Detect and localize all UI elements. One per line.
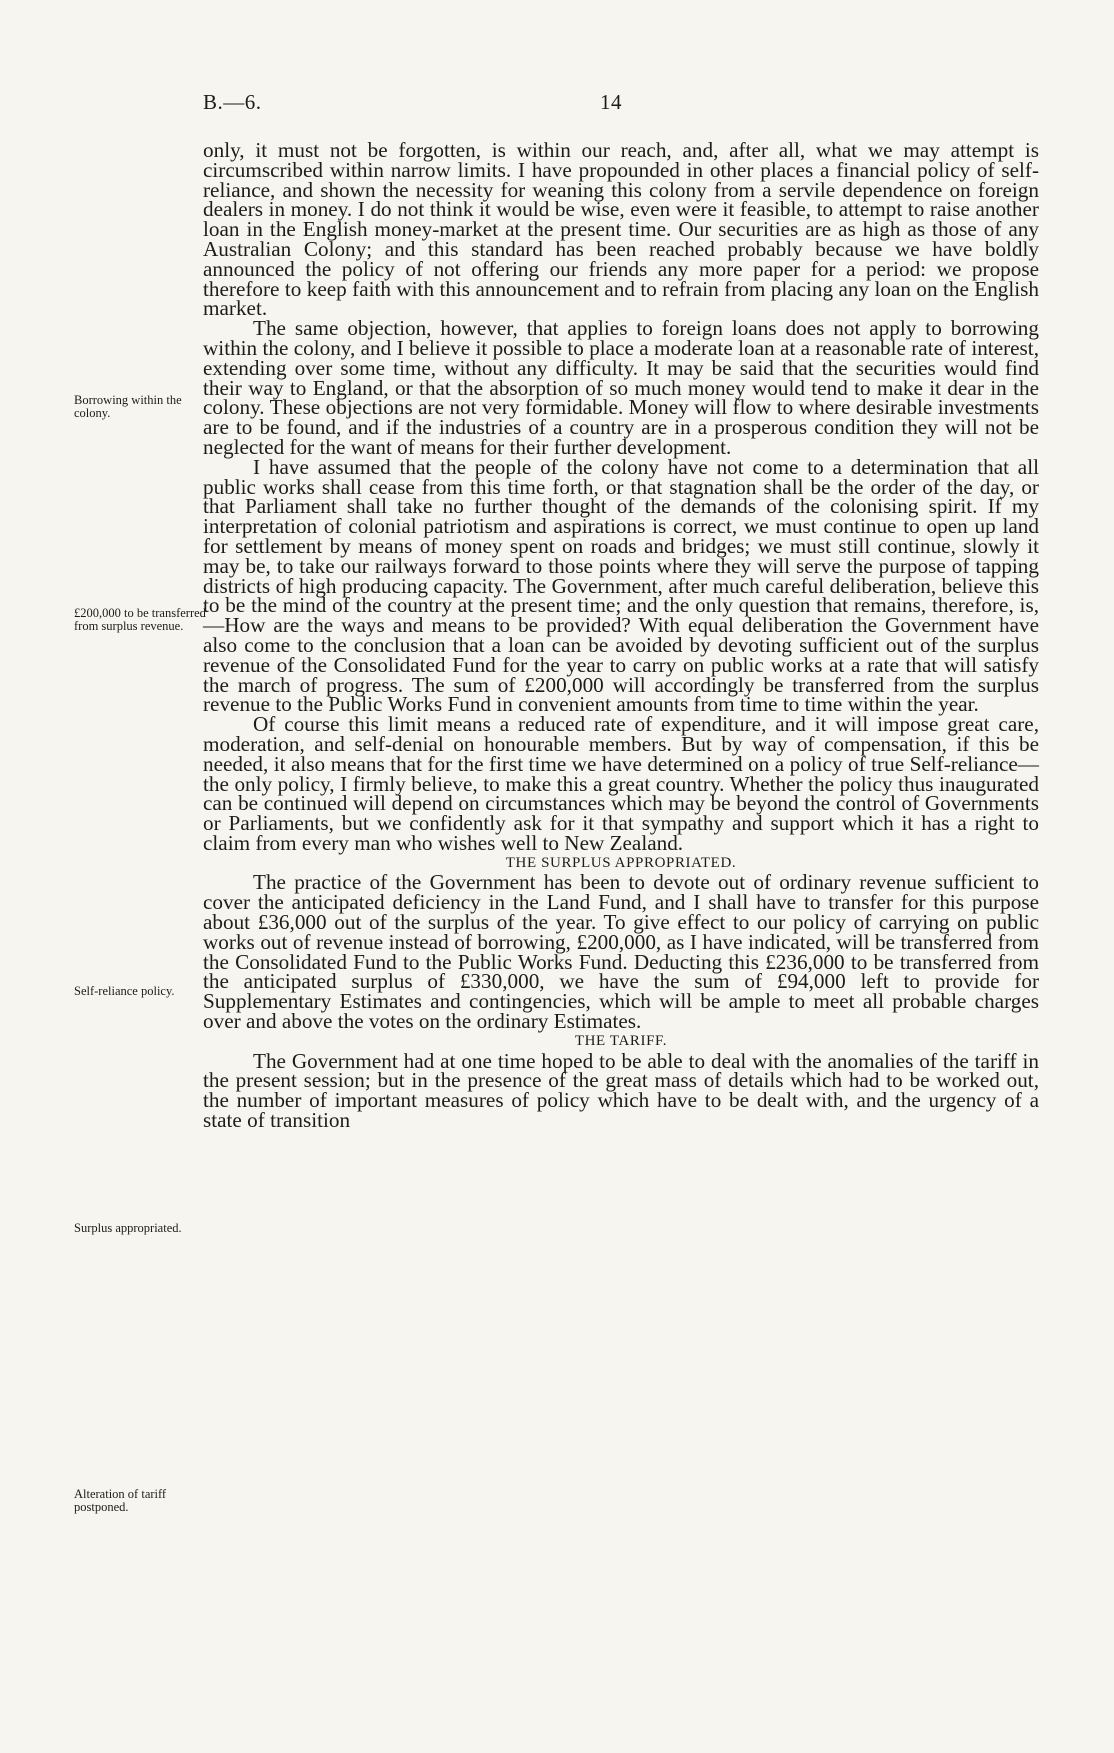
margin-note-borrowing: Borrowing within the colony. [74, 393, 182, 420]
body-text [203, 138, 1039, 1133]
paragraph: The same objection, however, that applies to foreign loans does not apply to borrowing within the colony, and I believe it possible to place a moderate loan at a reasonable rate of interest, extending over some time, without any difficulty. It may be said that the securities would find their way to England, or that the absorption of so much money would tend to make it dear in the colony. These objections are not very formidable. Money will flow to where desirable investments are to be found, and if the industries of a country are in a prosperous condition they will not be neglected for the want of means for their further development. [203, 316, 1039, 459]
margin-note-surplus: Surplus appropriated. [74, 1221, 182, 1235]
section-heading-tariff: THE TARIFF. [574, 1032, 668, 1049]
document-reference: B.—6. [203, 90, 262, 114]
margin-note-tariff: Alteration of tariff postponed. [74, 1487, 167, 1514]
section-heading-surplus: THE SURPLUS APPROPRIATED. [505, 854, 737, 871]
paragraph: The practice of the Government has been to devote out of ordinary revenue sufficient to cover the anticipated deficiency in the Land Fund, and I shall have to transfer for this purpose about £36,000 out of the surplus of the year. To give effect to our policy of carrying on public works out of revenue instead of borrowing, £200,000, as I have indicated, will be transferred from the Consolidated Fund to the Public Works Fund. Deducting this £236,000 to be transferred from the anticipated surplus of £330,000, we have the sum of £94,000 left to provide for Supplementary Estimates and contingencies, which will be ample to meet all probable charges over and above the votes on the ordinary Estimates. [203, 870, 1039, 1034]
margin-note-self-reliance: Self-reliance policy. [74, 984, 175, 998]
paragraph: I have assumed that the people of the colony have not come to a determination that all public works shall cease from this time forth, or that stagnation shall be the order of the day, or that Parliament shall take no further thought of the demands of the colonising spirit. If my interpretation of colonial patriotism and aspirations is correct, we must continue to open up land for settlement by means of money spent on roads and bridges; we must still continue, slowly it may be, to take our railways forward to those points where they will serve the purpose of tapping districts of high producing capacity. The Government, after much careful deliberation, believe this to be the mind of the country at the present time; and the only question that remains, therefore, is,—How are the ways and means to be provided? With equal deliberation the Government have also come to the conclusion that a loan can be avoided by devoting sufficient out of the surplus revenue of the Consolidated Fund for the year to carry on public works at a rate that will satisfy the march of progress. The sum of £200,000 will accordingly be transferred from the surplus revenue to the Public Works Fund in convenient amounts from time to time within the year. [203, 454, 1039, 717]
page-number: 14 [600, 90, 622, 114]
paragraph: Of course this limit means a reduced rate of expenditure, and it will impose great care, moderation, and self-denial on honourable members. But by way of compensation, if this be needed, it also means that for the first time we have determined on a policy of true Self-reliance—the only policy, I firmly believe, to make this a great country. Whether the policy thus inaugurated can be continued will depend on circumstances which may be beyond the control of Governments or Parliaments, but we confidently ask for it that sympathy and support which it has a right to claim from every man who wishes well to New Zealand. [203, 712, 1039, 855]
paragraph: The Government had at one time hoped to be able to deal with the anomalies of the tariff in the present session; but in the presence of the great mass of details which had to be worked out, the number of important measures of policy which have to be dealt with, and the urgency of a state of transition [203, 1048, 1039, 1133]
paragraph: only, it must not be forgotten, is within our reach, and, after all, what we may attempt is circumscribed within narrow limits. I have propounded in other places a financial policy of self-reliance, and shown the necessity for weaning this colony from a servile dependence on foreign dealers in money. I do not think it would be wise, even were it feasible, to attempt to raise another loan in the English money-market at the present time. Our securities are as high as those of any Australian Colony; and this standard has been reached probably because we have boldly announced the policy of not offering our friends any more paper for a period: we propose therefore to keep faith with this announcement and to refrain from placing any loan on the English market. [203, 138, 1039, 321]
margin-note-transfer: £200,000 to be transferred from surplus revenue. [74, 606, 206, 633]
